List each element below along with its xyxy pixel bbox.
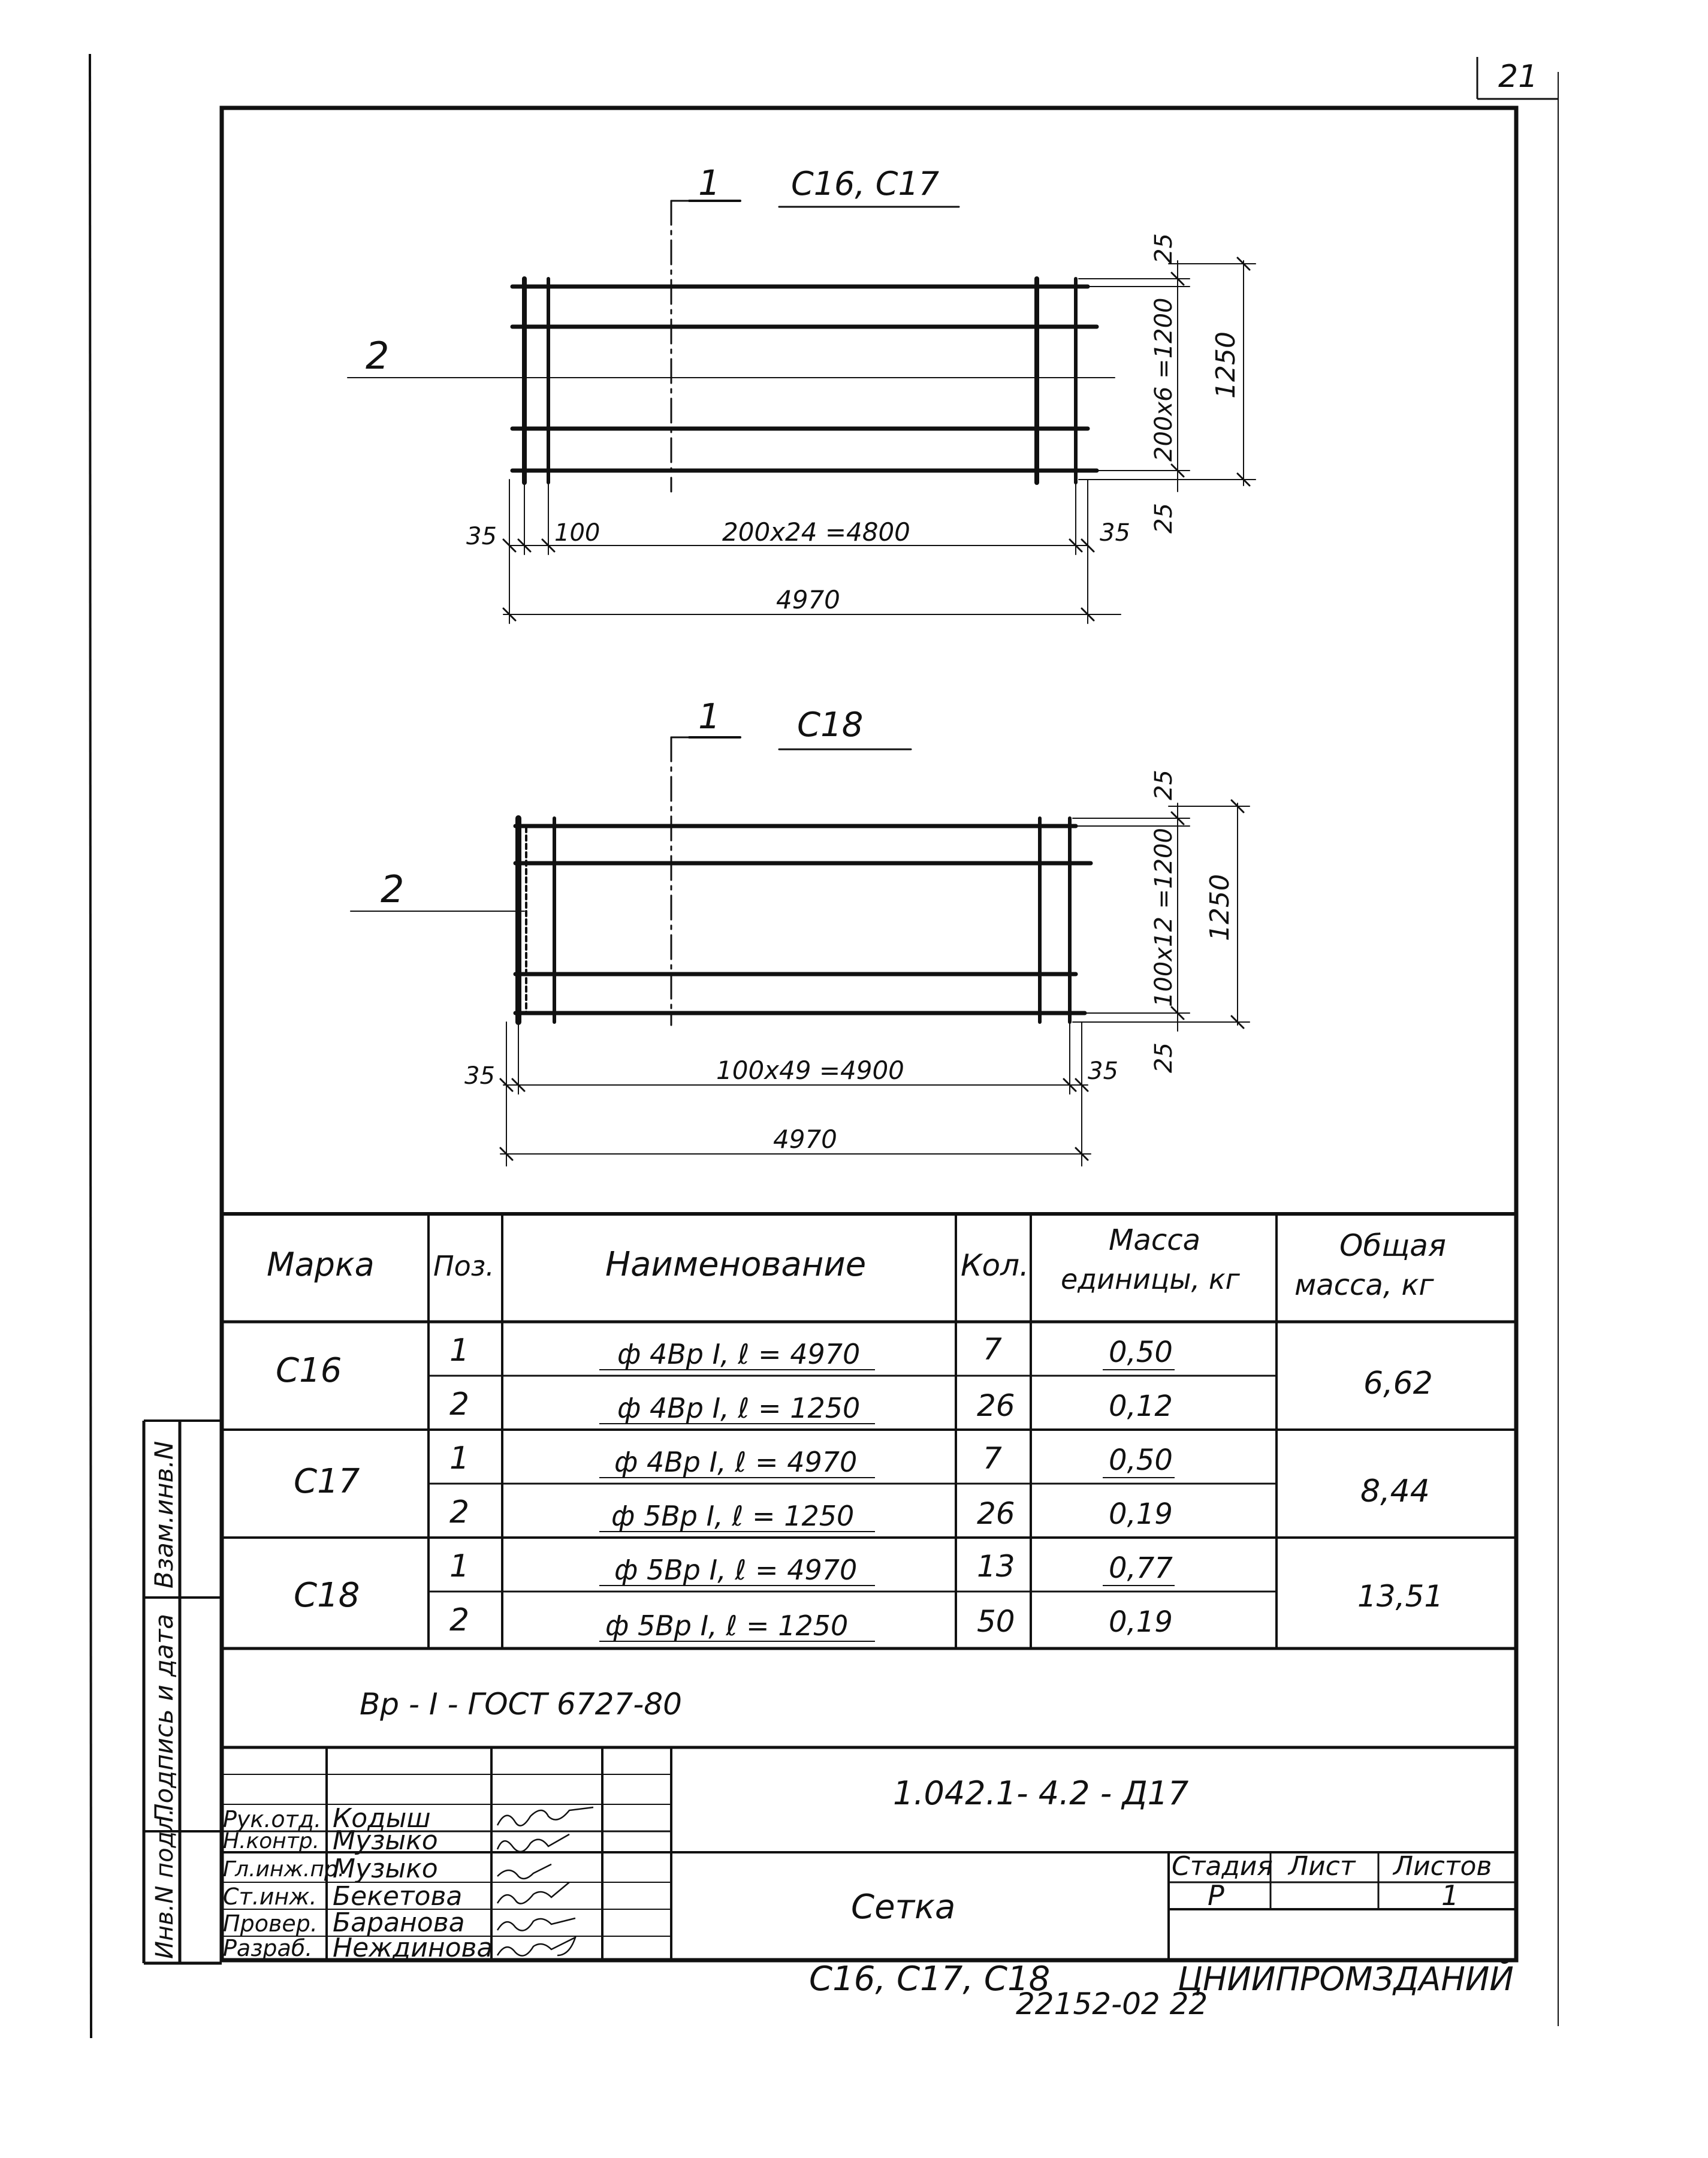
qty-cell: 50 <box>977 1604 1015 1639</box>
dim-right-edge: 35 <box>1100 519 1130 547</box>
dim-overall-width: 4970 <box>776 585 840 614</box>
spec-table <box>222 1214 1516 1747</box>
organization: ЦНИИПРОМЗДАНИЙ <box>1178 1960 1514 1998</box>
mark-cell: С16 <box>276 1351 342 1390</box>
staff-role: Ст.инж. <box>223 1883 317 1910</box>
stage-value: Р <box>1208 1879 1224 1912</box>
dim-overall-height: 1250 <box>1211 331 1241 399</box>
dim-first-step: 100 <box>554 519 600 547</box>
mass-cell: 0,77 <box>1109 1551 1173 1585</box>
staff-name: Кодыш <box>333 1803 431 1834</box>
dim-right-edge: 35 <box>1088 1057 1118 1085</box>
staff-role: Провер. <box>223 1910 318 1937</box>
staff-name: Музыко <box>333 1825 438 1856</box>
mesh-drawing-c18 <box>351 696 1250 1166</box>
header-total-mass-2: масса, кг <box>1294 1268 1434 1302</box>
header-total-mass-1: Общая <box>1339 1228 1447 1263</box>
dim-span: 200х24 =4800 <box>722 517 910 547</box>
mark-cell: С18 <box>294 1576 360 1615</box>
name-cell: ф 4Вр I, ℓ = 4970 <box>614 1446 858 1478</box>
side-label-signature-date: Подпись и дата <box>149 1614 179 1822</box>
staff-role: Разраб. <box>223 1935 313 1961</box>
header-qty: Кол. <box>961 1248 1029 1283</box>
header-name: Наименование <box>605 1245 867 1284</box>
qty-cell: 26 <box>977 1388 1015 1423</box>
staff-name: Баранова <box>333 1907 465 1938</box>
staff-role: Гл.инж.пр. <box>223 1857 345 1882</box>
dim-top-edge: 25 <box>1150 233 1178 264</box>
staff-name: Бекетова <box>333 1881 463 1912</box>
mass-cell: 0,19 <box>1109 1605 1173 1639</box>
total-mass-cell: 8,44 <box>1360 1473 1430 1509</box>
staff-role: Н.контр. <box>223 1829 320 1853</box>
header-pos: Поз. <box>433 1250 494 1282</box>
name-cell: ф 4Вр I, ℓ = 4970 <box>617 1338 861 1370</box>
staff-role: Рук.отд. <box>223 1806 322 1833</box>
pos-cell: 2 <box>449 1602 470 1638</box>
position-mark-2: 2 <box>381 867 405 911</box>
total-mass-cell: 13,51 <box>1357 1579 1444 1614</box>
name-cell: ф 5Вр I, ℓ = 1250 <box>605 1610 849 1642</box>
dim-left-edge: 35 <box>466 523 497 550</box>
name-cell: ф 5Вр I, ℓ = 4970 <box>614 1554 858 1586</box>
mass-cell: 0,50 <box>1109 1336 1173 1369</box>
steel-note: Вр - I - ГОСТ 6727-80 <box>360 1687 682 1722</box>
staff-name: Неждинова <box>333 1933 493 1963</box>
dim-span: 100х49 =4900 <box>716 1056 904 1085</box>
mass-cell: 0,12 <box>1109 1390 1173 1423</box>
pos-cell: 1 <box>449 1548 470 1584</box>
mass-cell: 0,19 <box>1109 1497 1173 1531</box>
dim-overall-width: 4970 <box>773 1125 837 1154</box>
header-unit-mass-1: Масса <box>1109 1223 1201 1257</box>
title-block <box>222 1747 1516 1999</box>
document-code: 1.042.1- 4.2 - Д17 <box>893 1774 1189 1812</box>
side-label-inventory: Инв.N подл. <box>151 1808 179 1959</box>
sheets-value: 1 <box>1441 1879 1459 1912</box>
sheet-label: Лист <box>1288 1851 1356 1882</box>
pos-cell: 2 <box>449 1387 470 1422</box>
drawing2-title: С18 <box>797 706 864 745</box>
qty-cell: 13 <box>977 1549 1015 1584</box>
dim-top-edge: 25 <box>1150 770 1178 800</box>
page-number: 21 <box>1498 59 1538 95</box>
pos-cell: 2 <box>449 1494 470 1530</box>
position-mark-2: 2 <box>366 334 390 378</box>
mark-cell: С17 <box>294 1462 360 1501</box>
side-label-replaces: Взам.инв.N <box>149 1440 179 1589</box>
header-unit-mass-2: единицы, кг <box>1061 1263 1240 1295</box>
dim-left-edge: 35 <box>464 1062 495 1090</box>
stage-label: Стадия <box>1172 1851 1273 1882</box>
name-cell: ф 5Вр I, ℓ = 1250 <box>611 1500 855 1532</box>
header-mark: Марка <box>267 1246 375 1283</box>
name-cell: ф 4Вр I, ℓ = 1250 <box>617 1392 861 1424</box>
sheets-label: Листов <box>1393 1851 1492 1882</box>
qty-cell: 26 <box>977 1496 1015 1531</box>
footer-code: 22152-02 22 <box>1016 1987 1208 2021</box>
drawing-frame <box>222 108 1516 1960</box>
pos-cell: 1 <box>449 1333 470 1369</box>
dim-vertical-span: 200х6 =1200 <box>1150 297 1178 462</box>
total-mass-cell: 6,62 <box>1363 1366 1433 1402</box>
dim-bottom-edge: 25 <box>1150 503 1178 534</box>
dim-bottom-edge: 25 <box>1150 1042 1178 1073</box>
mass-cell: 0,50 <box>1109 1443 1173 1477</box>
section-mark-1: 1 <box>698 696 720 737</box>
title-line-1: Сетка <box>851 1888 956 1927</box>
title-line-2: С16, С17, С18 <box>809 1960 1051 1999</box>
qty-cell: 7 <box>983 1332 1002 1367</box>
drawing1-title: С16, С17 <box>791 165 940 203</box>
qty-cell: 7 <box>983 1441 1002 1476</box>
pos-cell: 1 <box>449 1440 470 1476</box>
dim-overall-height: 1250 <box>1205 874 1235 941</box>
dim-vertical-span: 100х12 =1200 <box>1150 828 1178 1007</box>
binding-strip <box>144 1421 222 1963</box>
section-mark-1: 1 <box>698 162 720 203</box>
mesh-drawing-c16-c17 <box>348 162 1256 623</box>
staff-name: Музыко <box>333 1853 438 1884</box>
signature-scribbles <box>497 1807 593 1956</box>
